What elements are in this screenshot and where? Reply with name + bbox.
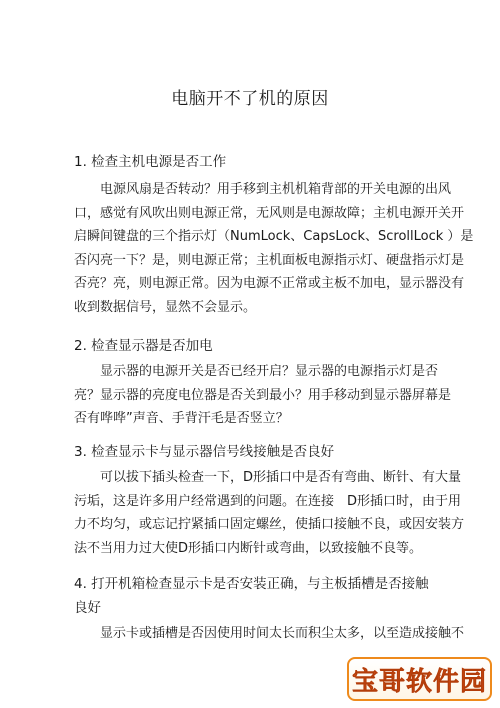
text-line: 否有哗哗”声音、手背汗毛是否竖立？: [74, 411, 289, 426]
section-1: [74, 150, 474, 319]
document-title: 电脑开不了机的原因: [171, 89, 329, 109]
section-4: [74, 572, 465, 646]
section-heading: 4. 打开机箱检查显示卡是否安装正确，与主板插槽是否接触: [74, 576, 429, 592]
section-2: [74, 334, 452, 431]
section-heading: 3. 检查显示卡与显示器信号线接触是否良好: [74, 444, 335, 460]
text-line: 显示器的电源开关是否已经开启？显示器的电源指示灯是否: [100, 364, 439, 379]
section-body: [74, 360, 452, 431]
text-line: 力不均匀，或忘记拧紧插口固定螺丝，使插口接触不良，或因安装方: [74, 517, 465, 532]
section-3: [74, 440, 465, 560]
text-line: 可以拔下插头检查一下，D形插口中是否有弯曲、断针、有大量: [100, 470, 462, 485]
section-heading-continued: 良好: [74, 600, 101, 616]
section-heading: 1. 检查主机电源是否工作: [74, 154, 227, 170]
text-line: 显示卡或插槽是否因使用时间太长而积尘太多，以至造成接触不: [100, 626, 465, 641]
watermark-text: 宝哥软件园: [351, 666, 487, 697]
text-line: 收到数据信号，显然不会显示。: [74, 299, 257, 315]
text-line: 启瞬间键盘的三个指示灯（NumLock、CapsLock、ScrollLock ）是: [74, 229, 474, 244]
watermark-logo: [347, 657, 492, 701]
text-line: 污垢，这是许多用户经常遇到的问题。在连接 D形插口时，由于用: [74, 493, 462, 509]
text-line: 法不当用力过大使D形插口内断针或弯曲，以致接触不良等。: [74, 540, 423, 556]
section-body: [74, 466, 465, 560]
section-heading: 2. 检查显示器是否加电: [74, 338, 213, 354]
text-line: 亮？显示器的亮度电位器是否关到最小？用手移动到显示器屏幕是: [74, 387, 452, 403]
section-body: [74, 178, 474, 319]
text-line: 否亮？亮，则电源正常。因为电源不正常或主板不加电，显示器没有: [74, 276, 465, 291]
text-line: 电源风扇是否转动？用手移到主机机箱背部的开关电源的出风: [100, 182, 452, 197]
text-line: 口，感觉有风吹出则电源正常，无风则是电源故障；主机电源开关开: [74, 205, 465, 221]
text-line: 否闪亮一下？是，则电源正常；主机面板电源指示灯、硬盘指示灯是: [74, 252, 465, 268]
section-body: [74, 622, 465, 646]
